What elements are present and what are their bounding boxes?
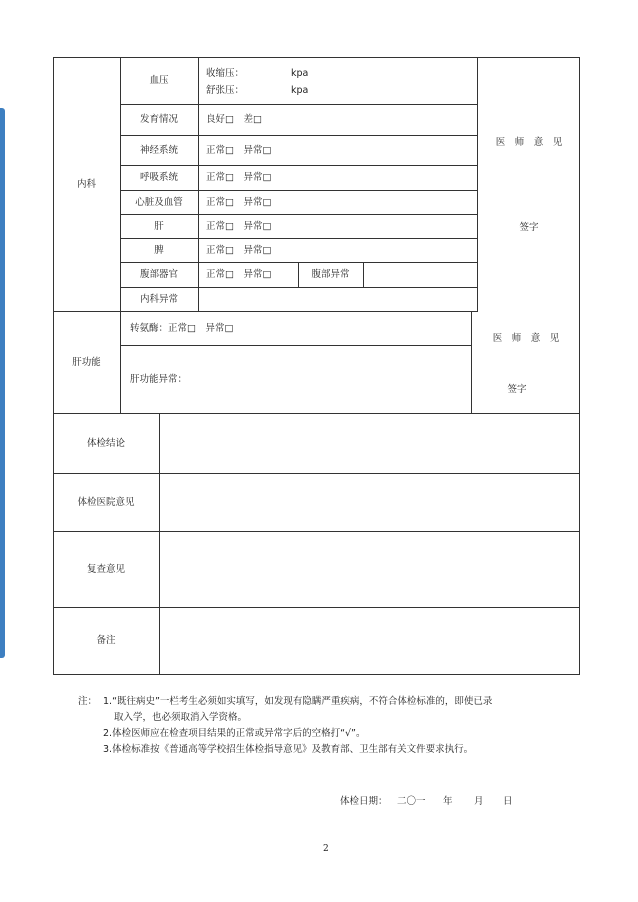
diastolic-unit: kpa (291, 85, 309, 96)
row-label-nervous: 神经系统 (139, 145, 178, 156)
note-item-1: 1.“既往病史”一栏考生必须如实填写，如发现有隐瞒严重疾病，不符合体检标准的，即使已录 (103, 696, 493, 707)
row-label-exam-conclusion: 体检结论 (86, 438, 125, 449)
row-label-remarks: 备注 (96, 635, 116, 646)
diastolic-label: 舒张压： (206, 85, 245, 96)
row-label-abdominal: 腹部器官 (139, 269, 178, 280)
abdominal-abnormal-label: 腹部异常 (311, 269, 350, 280)
liver-abnormal-label: 肝功能异常： (130, 374, 188, 385)
exam-date-year: 年 (443, 796, 453, 807)
note-item-2: 2.体检医师应在检查项目结果的正常或异常字后的空格打“√”。 (103, 728, 366, 739)
side-tab (0, 108, 5, 658)
development-checkbox: 良好□ 差□ (206, 114, 262, 125)
exam-date-day: 日 (503, 796, 513, 807)
liver-signature: 签字 (507, 384, 527, 395)
transaminase-checkbox: 转氨酶：正常□ 异常□ (130, 323, 234, 334)
row-label-internal-abnormal: 内科异常 (139, 294, 178, 305)
section-label-internal: 内科 (76, 179, 96, 190)
internal-signature: 签字 (519, 222, 539, 233)
spleen-checkbox: 正常□ 异常□ (206, 245, 272, 256)
row-label-blood-pressure: 血压 (149, 75, 169, 86)
row-label-spleen: 脾 (154, 245, 164, 256)
heart-checkbox: 正常□ 异常□ (206, 197, 272, 208)
note-item-3: 3.体检标准按《普通高等学校招生体检指导意见》及教育部、卫生部有关文件要求执行。 (103, 744, 474, 755)
exam-date-month: 月 (474, 796, 484, 807)
row-label-heart: 心脏及血管 (135, 197, 183, 208)
row-label-hospital-opinion: 体检医院意见 (77, 497, 135, 508)
section-label-liver: 肝功能 (72, 357, 101, 368)
row-label-respiratory: 呼吸系统 (139, 172, 178, 183)
notes-prefix: 注： (78, 696, 98, 707)
respiratory-checkbox: 正常□ 异常□ (206, 172, 272, 183)
liver-doctor-opinion: 医 师 意 见 (492, 333, 560, 344)
row-label-recheck-opinion: 复查意见 (86, 564, 125, 575)
exam-date-year-prefix: 二〇一 (397, 796, 426, 807)
abdominal-checkbox: 正常□ 异常□ (206, 269, 272, 280)
systolic-label: 收缩压： (206, 68, 245, 79)
nervous-checkbox: 正常□ 异常□ (206, 145, 272, 156)
systolic-unit: kpa (291, 68, 309, 79)
liver-checkbox: 正常□ 异常□ (206, 221, 272, 232)
row-label-liver: 肝 (154, 221, 164, 232)
exam-date-label: 体检日期： (340, 796, 388, 807)
page-number: 2 (323, 844, 329, 854)
row-label-development: 发育情况 (139, 114, 178, 125)
note-item-1-cont: 取入学，也必须取消入学资格。 (114, 712, 248, 723)
internal-doctor-opinion: 医 师 意 见 (495, 137, 563, 148)
